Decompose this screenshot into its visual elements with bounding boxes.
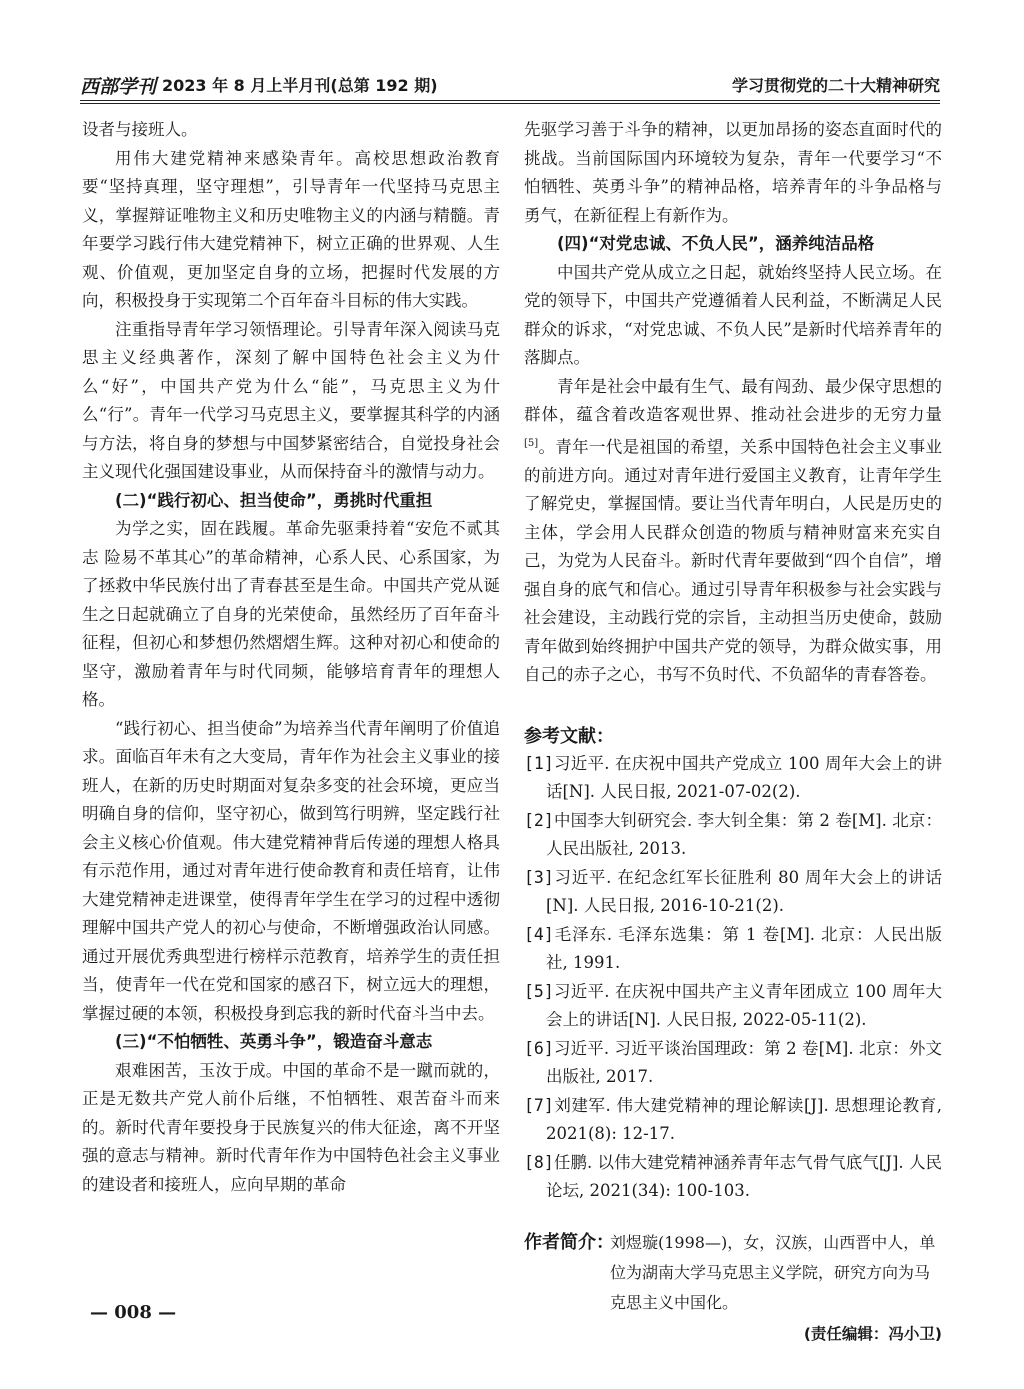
reference-text: 习近平. 习近平谈治国理政：第 2 卷[M]. 北京：外文出版社, 2017. [546, 1038, 942, 1086]
text-run: 。青年一代是祖国的希望，关系中国特色社会主义事业的前进方向。通过对青年进行爱国主义教育，让青年学生了解党史，掌握国情。要让当代青年明白，人民是历史的主体，学会用人民群众创造的物质与精神财富来充实自己，为党为人民奋斗。新时代青年要做到“四个自信”，增强自身的底气和信心。通过引导青年积极参与社会实践与社会建设，主动践行党的宗旨，主动担当历史使命，鼓励青年做到始终拥护中国共产党的领导，为群众做实事，用自己的赤子之心，书写不负时代、不负韶华的青春答卷。 [524, 437, 942, 684]
paragraph: 为学之实，固在践履。革命先驱秉持着“安危不贰其志 险易不革其心”的革命精神，心系人民、心系国家，为了拯救中华民族付出了青春甚至是生命。中国共产党从诞生之日起就确立了自身的光荣使命，虽然经历了百年奋斗征程，但初心和梦想仍然熠熠生辉。这种对初心和使命的坚守，激励着青年与时代同频，能够培育青年的理想人格。 [82, 519, 500, 709]
reference-text: 习近平. 在庆祝中国共产主义青年团成立 100 周年大会上的讲话[N]. 人民日报, 2022-05-11(2). [546, 981, 942, 1029]
reference-text: 中国李大钊研究会. 李大钊全集：第 2 卷[M]. 北京：人民出版社, 2013. [546, 810, 942, 858]
reference-item [524, 1092, 942, 1149]
reference-number: [1] [524, 753, 554, 773]
header-rule [80, 100, 940, 101]
reference-number: [6] [524, 1038, 554, 1058]
right-column [524, 116, 942, 1348]
reference-item [524, 807, 942, 864]
reference-text: 刘建军. 伟大建党精神的理论解读[J]. 思想理论教育, 2021(8): 12-17. [546, 1095, 942, 1143]
reference-text: 习近平. 在纪念红军长征胜利 80 周年大会上的讲话[N]. 人民日报, 2016-10-21(2). [546, 867, 942, 915]
paragraph: “践行初心、担当使命”为培养当代青年阐明了价值追求。面临百年未有之大变局，青年作为社会主义事业的接班人，在新的历史时期面对复杂多变的社会环境，更应当明确自身的信仰，坚守初心，做到笃行明辨，坚定践行社会主义核心价值观。伟大建党精神背后传递的理想人格具有示范作用，通过对青年进行使命教育和责任培育，让伟大建党精神走进课堂，使得青年学生在学习的过程中透彻理解中国共产党人的初心与使命，不断增强政治认同感。通过开展优秀典型进行榜样示范教育，培养学生的责任担当，使青年一代在党和国家的感召下，树立远大的理想，掌握过硬的本领，积极投身到忘我的新时代奋斗当中去。 [82, 718, 500, 1023]
section-title: 学习贯彻党的二十大精神研究 [731, 76, 940, 95]
page-number: — 008 — [90, 1302, 177, 1323]
paragraph: 先驱学习善于斗争的精神，以更加昂扬的姿态直面时代的挑战。当前国际国内环境较为复杂，青年一代要学习“不怕牺牲、英勇斗争”的精神品格，培养青年的斗争品格与勇气，在新征程上有新作为。 [524, 120, 942, 225]
page-header [80, 72, 940, 102]
paragraph: 艰难困苦，玉汝于成。中国的革命不是一蹴而就的，正是无数共产党人前仆后继，不怕牺牲、艰苦奋斗而来的。新时代青年要投身于民族复兴的伟大征途，离不开坚强的意志与精神。新时代青年作为中国特色社会主义事业的建设者和接班人，应向早期的革命 [82, 1060, 500, 1194]
journal-logo: 西部学刊 [80, 76, 157, 98]
section-heading-2: (二)“践行初心、担当使命”，勇挑时代重担 [115, 490, 433, 510]
author-bio-text: 刘煜璇(1998—)，女，汉族，山西晋中人，单位为湖南大学马克思主义学院，研究方向为马克思主义中国化。 [610, 1232, 936, 1312]
reference-text: 习近平. 在庆祝中国共产党成立 100 周年大会上的讲话[N]. 人民日报, 2021-07-02(2). [546, 753, 942, 801]
responsible-editor: (责任编辑：冯小卫) [803, 1324, 942, 1343]
reference-number: [8] [524, 1152, 554, 1172]
paragraph: 设者与接班人。 [82, 120, 198, 139]
author-bio [524, 1228, 942, 1318]
reference-item [524, 1149, 942, 1206]
header-rule-thin [80, 103, 940, 104]
citation-superscript: [5] [524, 437, 539, 449]
paragraph: 注重指导青年学习领悟理论。引导青年深入阅读马克思主义经典著作，深刻了解中国特色社会主义为什么“好”，中国共产党为什么“能”，马克思主义为什么“行”。青年一代学习马克思主义，要掌握其科学的内涵与方法，将自身的梦想与中国梦紧密结合，自觉投身社会主义现代化强国建设事业，从而保持奋斗的激情与动力。 [82, 319, 500, 481]
reference-item [524, 978, 942, 1035]
reference-number: [5] [524, 981, 554, 1001]
reference-item [524, 1035, 942, 1092]
reference-item [524, 750, 942, 807]
reference-text: 任鹏. 以伟大建党精神涵养青年志气骨气底气[J]. 人民论坛, 2021(34): 100-103. [546, 1152, 942, 1200]
reference-item [524, 864, 942, 921]
reference-number: [4] [524, 924, 554, 944]
reference-item [524, 921, 942, 978]
reference-number: [2] [524, 810, 554, 830]
left-column [82, 116, 500, 1199]
issue-info: 2023 年 8 月上半月刊(总第 192 期) [162, 76, 438, 95]
paragraph: 中国共产党从成立之日起，就始终坚持人民立场。在党的领导下，中国共产党遵循着人民利益，不断满足人民群众的诉求，“对党忠诚、不负人民”是新时代培养青年的落脚点。 [524, 262, 942, 367]
section-heading-3: (三)“不怕牺牲、英勇斗争”，锻造奋斗意志 [115, 1032, 433, 1051]
references-title: 参考文献： [524, 725, 614, 747]
section-heading-4: (四)“对党忠诚、不负人民”，涵养纯洁品格 [557, 234, 875, 253]
reference-number: [3] [524, 867, 554, 887]
reference-list [524, 750, 942, 1206]
reference-number: [7] [524, 1095, 554, 1115]
paragraph: 用伟大建党精神来感染青年。高校思想政治教育要“坚持真理，坚守理想”，引导青年一代坚持马克思主义，掌握辩证唯物主义和历史唯物主义的内涵与精髓。青年要学习践行伟大建党精神下，树立正确的世界观、人生观、价值观，更加坚定自身的立场，把握时代发展的方向，积极投身于实现第二个百年奋斗目标的伟大实践。 [82, 148, 500, 310]
paragraph [524, 373, 942, 690]
reference-text: 毛泽东. 毛泽东选集：第 1 卷[M]. 北京：人民出版社, 1991. [546, 924, 942, 972]
text-run: 青年是社会中最有生气、最有闯劲、最少保守思想的群体，蕴含着改造客观世界、推动社会进步的无穷力量 [524, 376, 942, 424]
author-bio-label: 作者简介： [524, 1231, 614, 1253]
